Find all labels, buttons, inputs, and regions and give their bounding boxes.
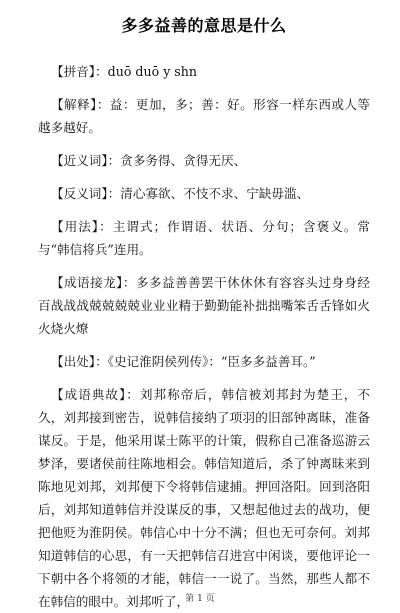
paragraph-text: 主谓式；作谓语、状语、分句；含褒义。常与“韩信将兵”连用。 (38, 219, 371, 257)
paragraph-text: 贪多务得、贪得无厌、 (120, 153, 247, 168)
paragraph-text: duō duō y shn (107, 64, 197, 79)
paragraph-synonyms (38, 149, 370, 172)
paragraph-text: 刘邦称帝后，韩信被刘邦封为楚王，不久，刘邦接到密告，说韩信接纳了项羽的旧部钟离昧，准备谋反。于是，他采用谋士陈平的计策，假称自己准备巡游云梦泽，要诸侯前往陈地相会。韩信知道后，杀了钟离昧来到陈地见刘邦，刘邦便下令将韩信逮捕。押回洛阳。回到洛阳后，刘邦知道韩信并没谋反的事，又想起他过去的战功，便把他贬为淮阴侯。韩信心中十分不满；但也无可奈何。刘邦知道韩信的心思，有一天把韩信召进宫中闲谈，要他评论一下朝中各个将领的才能，韩信一一说了。当然，那些人都不在韩信的眼中。刘邦听了， (38, 387, 371, 609)
paragraph-text: 多多益善善罢干休休休有容容头过身身经百战战战兢兢兢兢业业业精于勤勤能补拙拙嘴笨舌舌锋如火火烧火燎 (38, 275, 370, 336)
paragraph-usage (38, 215, 370, 261)
paragraph-story (38, 383, 370, 613)
paragraph-text: 益：更加，多；善：好。形容一样东西或人等越多越好。 (38, 97, 371, 135)
paragraph-label: 【反义词】： (51, 186, 121, 201)
paragraph-label: 【解释】： (51, 97, 110, 112)
paragraph-text: 清心寡欲、不忮不求、宁缺毋滥、 (120, 186, 310, 201)
paragraph-explanation (38, 93, 370, 139)
paragraph-pinyin (38, 60, 370, 83)
paragraph-idiom-chain (38, 271, 370, 340)
document-body (38, 60, 370, 613)
paragraph-label: 【成语接龙】： (51, 275, 136, 290)
paragraph-antonyms (38, 182, 370, 205)
paragraph-text: 《史记淮阴侯列传》：“臣多多益善耳。” (107, 354, 316, 369)
paragraph-label: 【用法】： (51, 219, 113, 234)
paragraph-label: 【拼音】： (51, 64, 108, 79)
paragraph-label: 【成语典故】： (51, 387, 140, 402)
page-number: 第 1 页 (185, 594, 215, 604)
paragraph-source (38, 350, 370, 373)
paragraph-label: 【近义词】： (51, 153, 121, 168)
document-title: 多多益善的意思是什么 (121, 16, 287, 35)
paragraph-label: 【出处】： (51, 354, 108, 369)
